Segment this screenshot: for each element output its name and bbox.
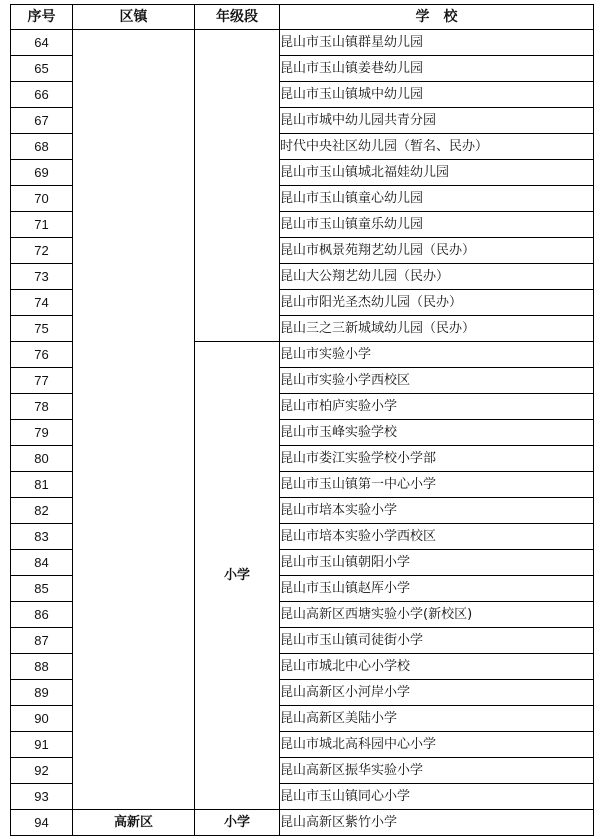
- school-name: 昆山高新区小河岸小学: [280, 680, 594, 706]
- school-name: 昆山三之三新城域幼儿园（民办）: [280, 316, 594, 342]
- school-name: 昆山高新区美陆小学: [280, 706, 594, 732]
- row-number: 77: [11, 368, 73, 394]
- row-number: 73: [11, 264, 73, 290]
- row-number: 82: [11, 498, 73, 524]
- row-number: 76: [11, 342, 73, 368]
- row-number: 75: [11, 316, 73, 342]
- school-name: 昆山高新区振华实验小学: [280, 758, 594, 784]
- school-name: 昆山市城中幼儿园共青分园: [280, 108, 594, 134]
- row-number: 85: [11, 576, 73, 602]
- school-name: 昆山市玉山镇城北福娃幼儿园: [280, 160, 594, 186]
- school-name: 昆山市玉山镇城中幼儿园: [280, 82, 594, 108]
- row-number: 64: [11, 30, 73, 56]
- header-level: 年级段: [195, 5, 280, 30]
- row-number: 89: [11, 680, 73, 706]
- row-number: 90: [11, 706, 73, 732]
- school-name: 昆山市玉山镇群星幼儿园: [280, 30, 594, 56]
- table-body: [11, 30, 594, 836]
- level-cell-primary: 小学: [195, 342, 280, 810]
- header-district: 区镇: [73, 5, 195, 30]
- header-index: 序号: [11, 5, 73, 30]
- district-cell-merged: [73, 30, 195, 810]
- school-table: [10, 4, 594, 836]
- school-name: 昆山高新区西塘实验小学(新校区): [280, 602, 594, 628]
- school-name: 昆山市培本实验小学西校区: [280, 524, 594, 550]
- school-name: 昆山市玉山镇童乐幼儿园: [280, 212, 594, 238]
- district-cell: 高新区: [73, 810, 195, 836]
- school-name: 昆山市实验小学: [280, 342, 594, 368]
- row-number: 81: [11, 472, 73, 498]
- row-number: 67: [11, 108, 73, 134]
- school-name: 昆山市玉山镇同心小学: [280, 784, 594, 810]
- row-number: 68: [11, 134, 73, 160]
- school-name: 昆山市实验小学西校区: [280, 368, 594, 394]
- row-number: 84: [11, 550, 73, 576]
- row-number: 87: [11, 628, 73, 654]
- school-name: 昆山市玉山镇第一中心小学: [280, 472, 594, 498]
- row-number: 83: [11, 524, 73, 550]
- row-number: 86: [11, 602, 73, 628]
- row-number: 88: [11, 654, 73, 680]
- school-name: 昆山市阳光圣杰幼儿园（民办）: [280, 290, 594, 316]
- school-name: 昆山市玉峰实验学校: [280, 420, 594, 446]
- table-header: [11, 5, 594, 30]
- row-number: 94: [11, 810, 73, 836]
- row-number: 80: [11, 446, 73, 472]
- school-name: 昆山大公翔艺幼儿园（民办）: [280, 264, 594, 290]
- school-name: 昆山高新区紫竹小学: [280, 810, 594, 836]
- row-number: 91: [11, 732, 73, 758]
- school-name: 时代中央社区幼儿园（暂名、民办）: [280, 134, 594, 160]
- row-number: 65: [11, 56, 73, 82]
- school-name: 昆山市城北中心小学校: [280, 654, 594, 680]
- row-number: 74: [11, 290, 73, 316]
- row-number: 78: [11, 394, 73, 420]
- row-number: 71: [11, 212, 73, 238]
- school-name: 昆山市娄江实验学校小学部: [280, 446, 594, 472]
- school-name: 昆山市城北高科园中心小学: [280, 732, 594, 758]
- row-number: 93: [11, 784, 73, 810]
- table-row: [11, 810, 594, 836]
- row-number: 92: [11, 758, 73, 784]
- row-number: 69: [11, 160, 73, 186]
- school-name: 昆山市柏庐实验小学: [280, 394, 594, 420]
- table-row: [11, 30, 594, 56]
- header-school: 学 校: [280, 5, 594, 30]
- level-cell-kindergarten: [195, 30, 280, 342]
- row-number: 66: [11, 82, 73, 108]
- row-number: 72: [11, 238, 73, 264]
- school-name: 昆山市玉山镇姜巷幼儿园: [280, 56, 594, 82]
- row-number: 79: [11, 420, 73, 446]
- school-name: 昆山市玉山镇司徒街小学: [280, 628, 594, 654]
- school-name: 昆山市玉山镇童心幼儿园: [280, 186, 594, 212]
- school-name: 昆山市玉山镇赵厍小学: [280, 576, 594, 602]
- school-name: 昆山市玉山镇朝阳小学: [280, 550, 594, 576]
- row-number: 70: [11, 186, 73, 212]
- level-cell: 小学: [195, 810, 280, 836]
- school-name: 昆山市枫景苑翔艺幼儿园（民办）: [280, 238, 594, 264]
- school-name: 昆山市培本实验小学: [280, 498, 594, 524]
